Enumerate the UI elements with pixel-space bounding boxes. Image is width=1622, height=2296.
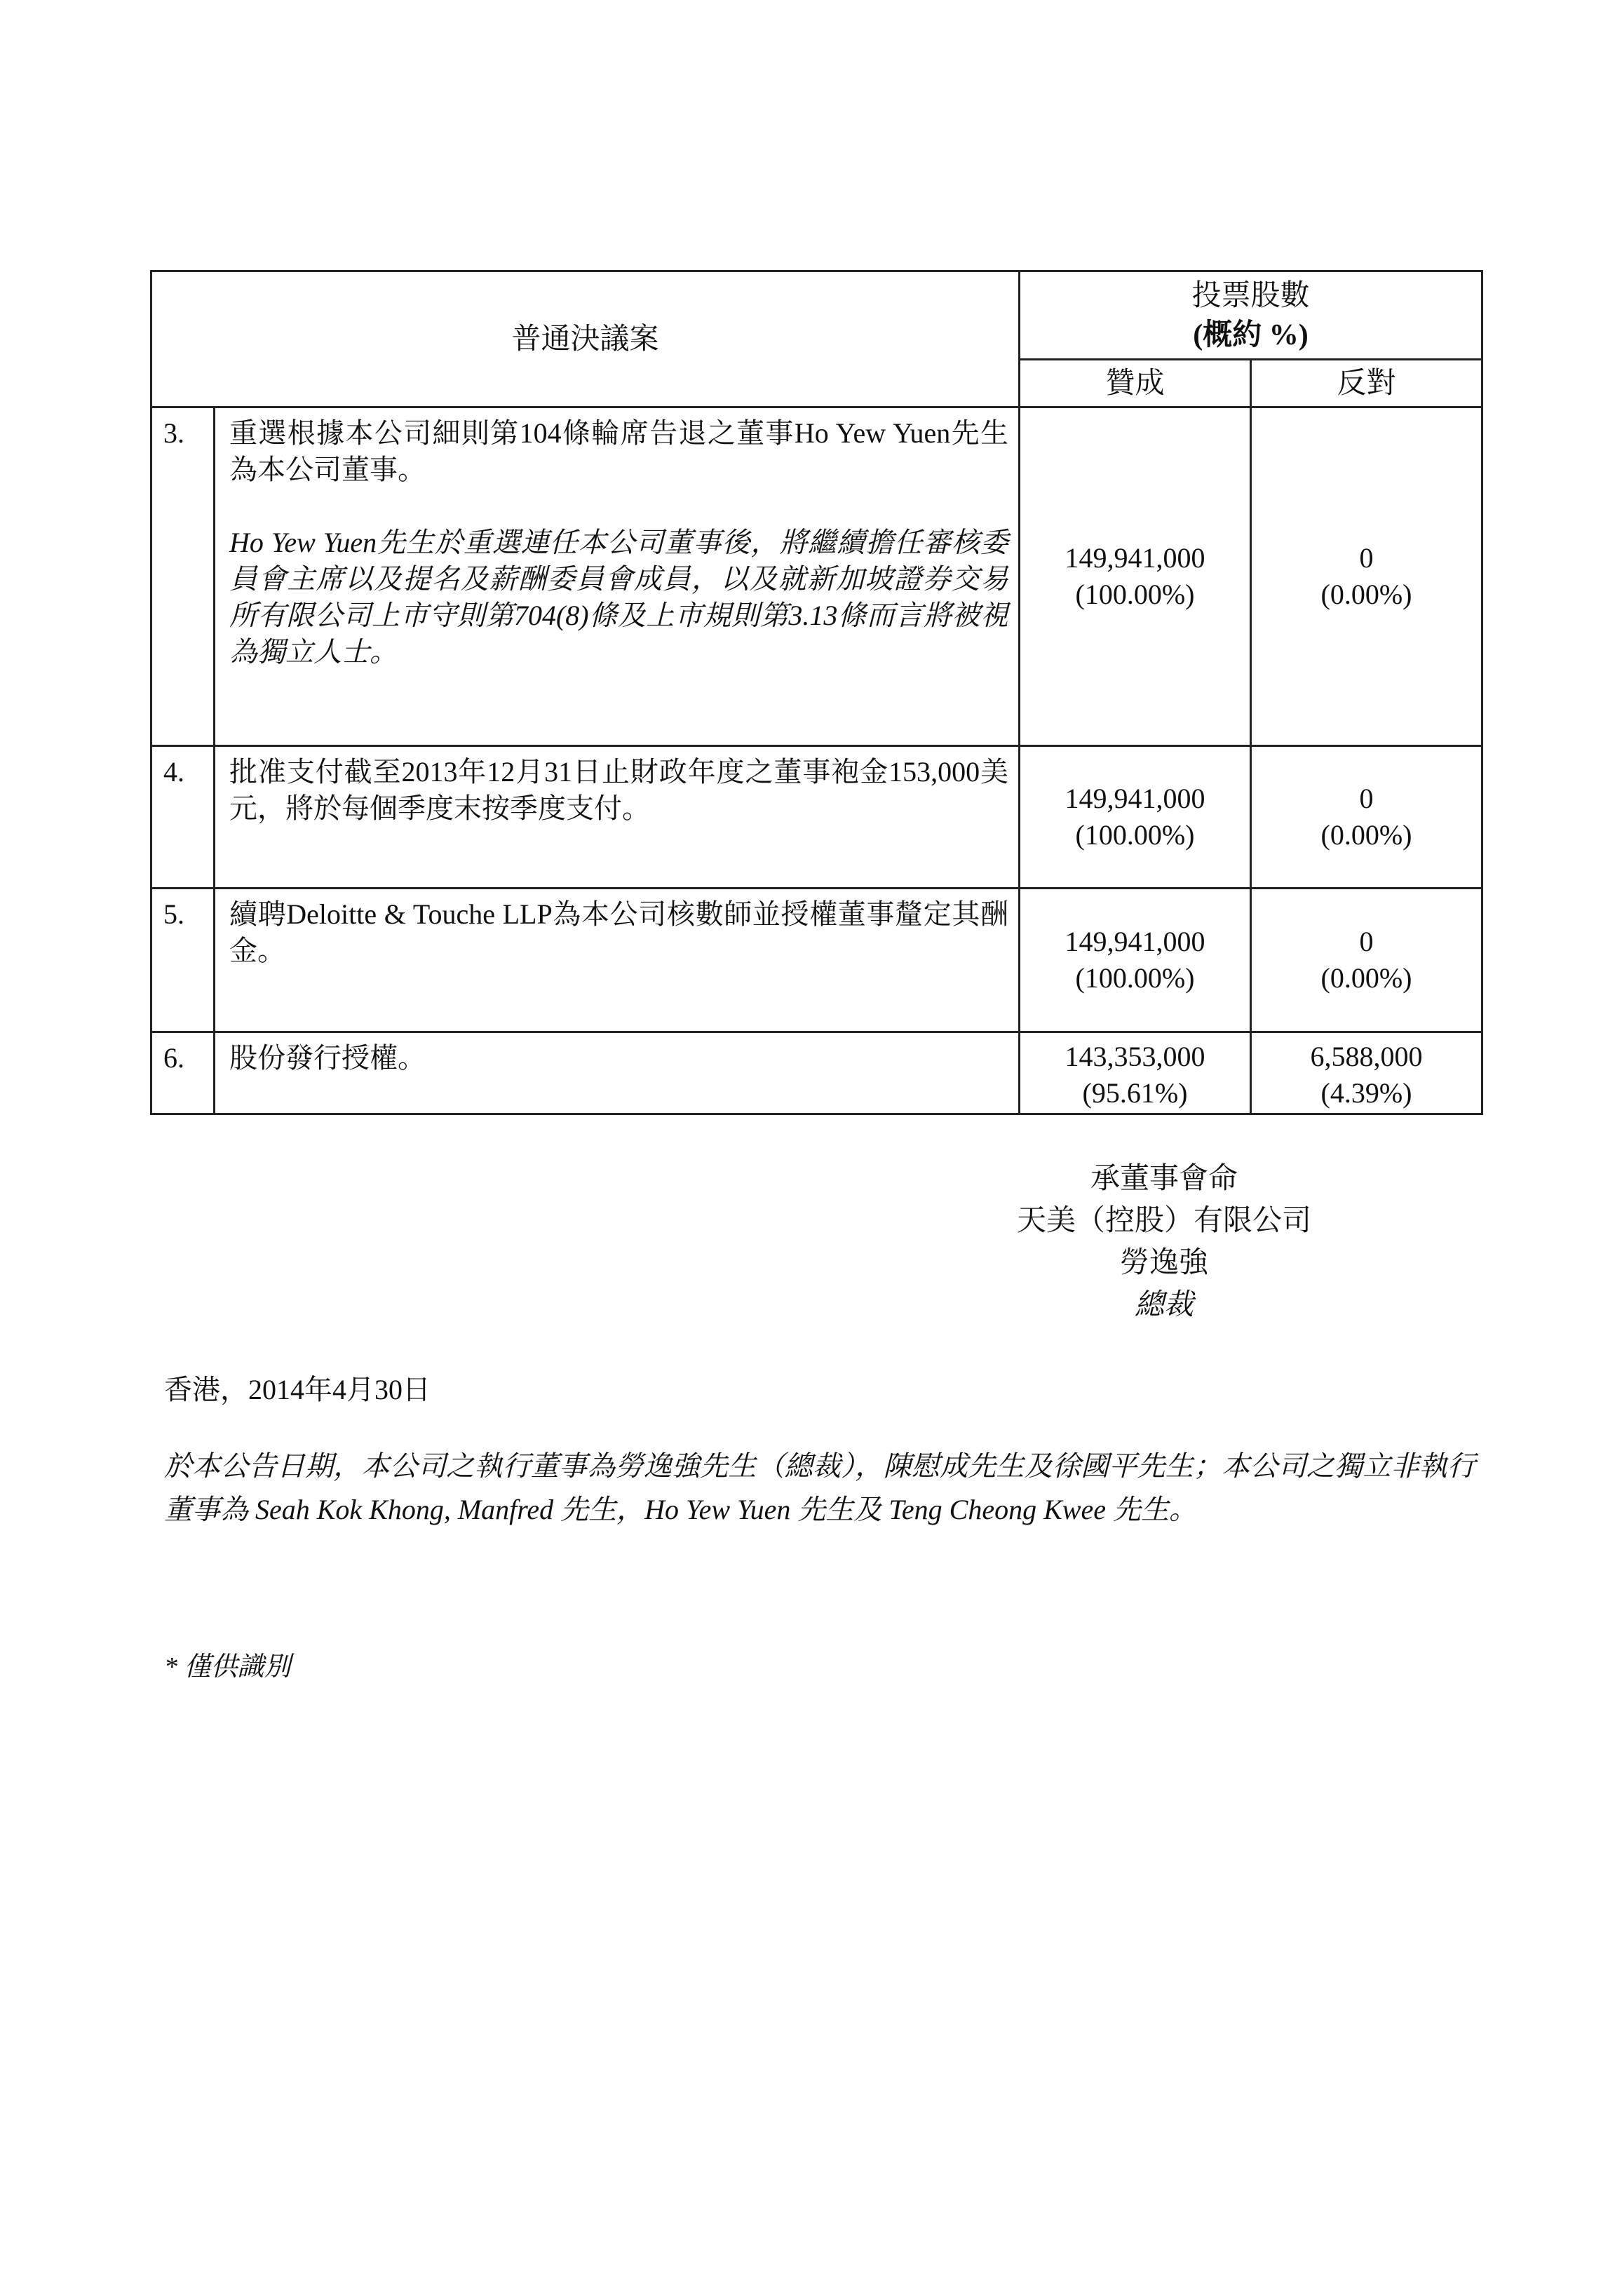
table-row xyxy=(151,1032,1482,1114)
votes-header xyxy=(1020,271,1482,360)
resolution-header xyxy=(151,271,1020,407)
resolution-number: 3. xyxy=(151,407,215,746)
against-votes-cell xyxy=(1251,889,1482,1032)
resolution-number: 6. xyxy=(151,1032,215,1114)
table-row xyxy=(151,889,1482,1032)
signatory-name: 勞逸強 xyxy=(1119,1245,1208,1279)
for-shares: 149,941,000 xyxy=(1065,783,1205,814)
resolution-text: 重選根據本公司細則第104條輪席告退之董事Ho Yew Yuen先生為本公司董事。 xyxy=(229,417,1009,485)
against-votes-cell xyxy=(1251,746,1482,889)
resolution-text-cell xyxy=(215,407,1020,746)
for-votes-cell xyxy=(1020,1032,1251,1114)
against-header: 反對 xyxy=(1251,360,1482,407)
against-percent: (4.39%) xyxy=(1320,1077,1412,1109)
resolution-text: 批准支付截至2013年12月31日止財政年度之董事袍金153,000美元，將於每個季度末按季度支付。 xyxy=(215,746,1020,889)
for-percent: (95.61%) xyxy=(1082,1077,1188,1109)
company-name: 天美（控股）有限公司 xyxy=(1016,1203,1311,1237)
against-votes-cell xyxy=(1251,1032,1482,1114)
resolution-number: 4. xyxy=(151,746,215,889)
for-percent: (100.00%) xyxy=(1075,579,1195,610)
against-shares: 0 xyxy=(1359,542,1374,574)
signature-line: 承董事會命 xyxy=(1090,1161,1238,1195)
resolution-text: 股份發行授權。 xyxy=(215,1032,1020,1114)
resolution-note: Ho Yew Yuen先生於重選連任本公司董事後，將繼續擔任審核委員會主席以及提名及薪酬委員會成員，以及就新加坡證券交易所有限公司上市守則第704(8)條及上市規則第3.13條而言將被視為獨立人士。 xyxy=(229,527,1009,668)
resolution-number: 5. xyxy=(151,889,215,1032)
for-votes-cell xyxy=(1020,889,1251,1032)
signature-block xyxy=(940,1157,1388,1325)
directors-note: 於本公告日期，本公司之執行董事為勞逸強先生（總裁），陳慰成先生及徐國平先生；本公司之獨立非執行董事為 Seah Kok Khong, Manfred 先生，Ho Yew Yuen 先生及 Teng Cheong Kwee 先生。 xyxy=(164,1450,1475,1525)
for-shares: 149,941,000 xyxy=(1065,542,1205,574)
table-row xyxy=(151,407,1482,746)
date-line: 香港，2014年4月30日 xyxy=(164,1374,431,1405)
resolution-header-label: 普通決議案 xyxy=(511,323,659,356)
for-shares: 143,353,000 xyxy=(1065,1041,1205,1072)
signatory-title: 總裁 xyxy=(1134,1287,1194,1321)
against-shares: 0 xyxy=(1359,783,1374,814)
for-percent: (100.00%) xyxy=(1075,819,1195,851)
for-header: 贊成 xyxy=(1020,360,1251,407)
table-row xyxy=(151,746,1482,889)
for-shares: 149,941,000 xyxy=(1065,926,1205,957)
against-percent: (0.00%) xyxy=(1320,962,1412,994)
against-shares: 6,588,000 xyxy=(1310,1041,1423,1072)
votes-header-line2: (概約 %) xyxy=(1193,318,1309,351)
for-percent: (100.00%) xyxy=(1075,962,1195,994)
against-shares: 0 xyxy=(1359,926,1374,957)
votes-header-line1: 投票股數 xyxy=(1191,279,1310,312)
for-votes-cell xyxy=(1020,407,1251,746)
against-percent: (0.00%) xyxy=(1320,579,1412,610)
against-percent: (0.00%) xyxy=(1320,819,1412,851)
resolution-text: 續聘Deloitte & Touche LLP為本公司核數師並授權董事釐定其酬金。 xyxy=(215,889,1020,1032)
against-votes-cell xyxy=(1251,407,1482,746)
identification-note: * 僅供識別 xyxy=(164,1652,291,1682)
for-votes-cell xyxy=(1020,746,1251,889)
poll-results-table xyxy=(150,270,1483,1115)
